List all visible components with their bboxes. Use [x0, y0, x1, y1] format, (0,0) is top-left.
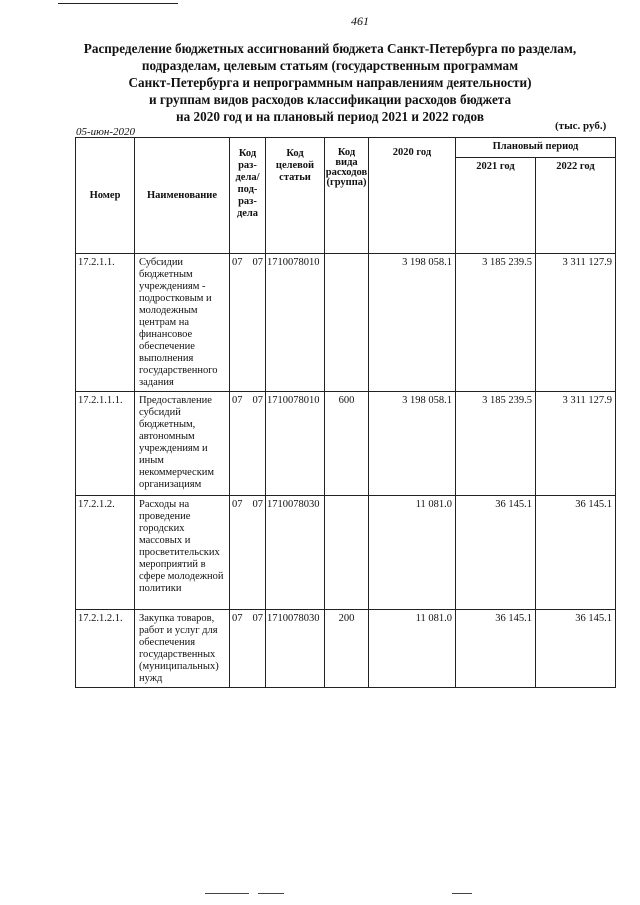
- table-row: [76, 610, 616, 688]
- row-value-2020: 3 198 058.1: [369, 254, 456, 392]
- section-code: 07: [232, 257, 243, 268]
- row-name: Закупка товаров, работ и услуг для обеспечения государственных (муниципальных) нужд: [135, 610, 230, 688]
- row-target-code: 1710078030: [266, 610, 325, 688]
- row-value-2022: 3 311 127.9: [536, 392, 616, 496]
- title-line: и группам видов расходов классификации расходов бюджета: [148, 92, 512, 107]
- row-value-2020: 11 081.0: [369, 496, 456, 610]
- header-target: Код целевой статьи: [266, 138, 325, 254]
- row-target-code: 1710078030: [266, 496, 325, 610]
- row-expense-type: [325, 254, 369, 392]
- row-section-code: [230, 610, 266, 688]
- title-line: на 2020 год и на плановый период 2021 и 2022 годов: [176, 109, 484, 124]
- row-value-2022: 3 311 127.9: [536, 254, 616, 392]
- subsection-code: 07: [252, 499, 263, 510]
- title-line: Распределение бюджетных ассигнований бюджета Санкт-Петербурга по разделам,: [83, 41, 577, 56]
- row-name: Расходы на проведение городских массовых и просветительских мероприятий в сфере молодежной политики: [135, 496, 230, 610]
- header-year-2022: 2022 год: [536, 158, 616, 254]
- row-number: 17.2.1.2.: [76, 496, 135, 610]
- header-expense-type: Код вида расходов (группа): [325, 138, 369, 254]
- row-name: Предоставление субсидий бюджетным, автономным учреждениям и иным некоммерческим организациям: [135, 392, 230, 496]
- row-target-code: 1710078010: [266, 254, 325, 392]
- footer-mark: [258, 893, 284, 894]
- subsection-code: 07: [252, 613, 263, 624]
- row-value-2022: 36 145.1: [536, 610, 616, 688]
- row-number: 17.2.1.1.: [76, 254, 135, 392]
- header-section: Код раз- дела/ под- раз- дела: [230, 138, 266, 254]
- footer-mark: [205, 893, 249, 894]
- row-value-2021: 36 145.1: [456, 610, 536, 688]
- budget-table: [75, 137, 616, 688]
- row-target-code: 1710078010: [266, 392, 325, 496]
- table-row: [76, 496, 616, 610]
- subsection-code: 07: [252, 395, 263, 406]
- row-expense-type: 200: [325, 610, 369, 688]
- table-row: [76, 392, 616, 496]
- units-label: (тыс. руб.): [555, 120, 607, 132]
- header-name: Наименование: [135, 138, 230, 254]
- header-planned-period: Плановый период: [456, 138, 616, 158]
- row-value-2020: 3 198 058.1: [369, 392, 456, 496]
- row-number: 17.2.1.2.1.: [76, 610, 135, 688]
- footer-mark: [452, 893, 472, 894]
- row-value-2021: 3 185 239.5: [456, 392, 536, 496]
- header-year-2021: 2021 год: [456, 158, 536, 254]
- row-section-code: [230, 254, 266, 392]
- header-number: Номер: [76, 138, 135, 254]
- section-code: 07: [232, 395, 243, 406]
- row-value-2021: 36 145.1: [456, 496, 536, 610]
- row-expense-type: [325, 496, 369, 610]
- document-date: 05-июн-2020: [76, 126, 136, 138]
- title-line: подразделам, целевым статьям (государственным программам: [141, 58, 519, 73]
- top-rule: [58, 3, 178, 4]
- row-expense-type: 600: [325, 392, 369, 496]
- document-title: [60, 40, 600, 125]
- title-line: Санкт-Петербурга и непрограммным направлениям деятельности): [128, 75, 532, 90]
- row-value-2020: 11 081.0: [369, 610, 456, 688]
- row-name: Субсидии бюджетным учреждениям - подростковым и молодежным центрам на финансовое обеспечение выполнения государственного задания: [135, 254, 230, 392]
- section-code: 07: [232, 613, 243, 624]
- header-year-2020: 2020 год: [369, 138, 456, 254]
- page-number: 461: [351, 14, 369, 28]
- row-value-2021: 3 185 239.5: [456, 254, 536, 392]
- row-number: 17.2.1.1.1.: [76, 392, 135, 496]
- row-value-2022: 36 145.1: [536, 496, 616, 610]
- table-row: [76, 254, 616, 392]
- row-section-code: [230, 392, 266, 496]
- subsection-code: 07: [252, 257, 263, 268]
- row-section-code: [230, 496, 266, 610]
- section-code: 07: [232, 499, 243, 510]
